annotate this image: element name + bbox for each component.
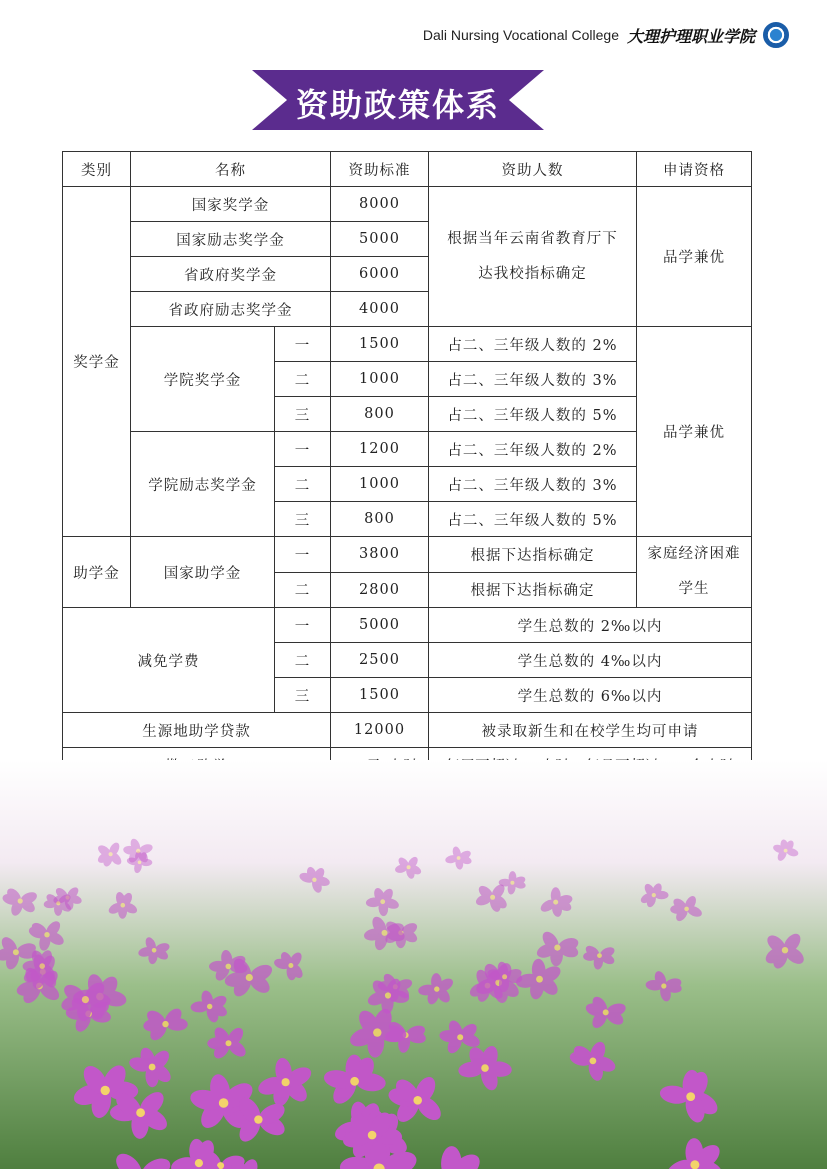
level-cell: 二 xyxy=(275,467,331,502)
name-cell: 国家励志奖学金 xyxy=(131,222,331,257)
table-row xyxy=(63,537,752,573)
level-cell: 二 xyxy=(275,643,331,678)
quota-cell: 占二、三年级人数的 3% xyxy=(429,467,637,502)
college-name-english: Dali Nursing Vocational College xyxy=(422,27,619,43)
eligibility-cell: 家庭经济困难学生 xyxy=(637,537,752,608)
table-header-row xyxy=(63,152,752,187)
level-cell: 一 xyxy=(275,432,331,467)
table-row xyxy=(63,187,752,222)
level-cell: 三 xyxy=(275,502,331,537)
amount-cell: 4000 xyxy=(331,292,429,327)
quota-cell: 占二、三年级人数的 2% xyxy=(429,327,637,362)
level-cell: 三 xyxy=(275,397,331,432)
name-cell: 学院奖学金 xyxy=(131,327,275,432)
quota-cell: 根据下达指标确定 xyxy=(429,572,637,608)
name-cell: 省政府奖学金 xyxy=(131,257,331,292)
flower-field-background xyxy=(0,760,827,1169)
level-cell: 一 xyxy=(275,608,331,643)
quota-cell: 根据下达指标确定 xyxy=(429,537,637,573)
amount-cell: 800 xyxy=(331,502,429,537)
quota-cell: 被录取新生和在校学生均可申请 xyxy=(429,713,752,748)
quota-cell: 学生总数的 4‰以内 xyxy=(429,643,752,678)
header-category: 类别 xyxy=(63,152,131,187)
college-logo-icon xyxy=(763,22,789,48)
quota-cell: 学生总数的 2‰以内 xyxy=(429,608,752,643)
level-cell: 一 xyxy=(275,327,331,362)
amount-cell: 1500 xyxy=(331,678,429,713)
level-cell: 一 xyxy=(275,537,331,573)
quota-cell: 根据当年云南省教育厅下达我校指标确定 xyxy=(429,187,637,327)
quota-cell: 占二、三年级人数的 5% xyxy=(429,502,637,537)
level-cell: 二 xyxy=(275,572,331,608)
quota-cell: 学生总数的 6‰以内 xyxy=(429,678,752,713)
header xyxy=(423,22,789,48)
eligibility-cell: 品学兼优 xyxy=(637,327,752,537)
header-quota: 资助人数 xyxy=(429,152,637,187)
amount-cell: 1200 xyxy=(331,432,429,467)
category-scholarship: 奖学金 xyxy=(63,187,131,537)
table-row xyxy=(63,608,752,643)
category-grant: 助学金 xyxy=(63,537,131,608)
name-cell: 生源地助学贷款 xyxy=(63,713,331,748)
amount-cell: 6000 xyxy=(331,257,429,292)
table-row xyxy=(63,713,752,748)
amount-cell: 1500 xyxy=(331,327,429,362)
quota-cell: 占二、三年级人数的 2% xyxy=(429,432,637,467)
amount-cell: 12000 xyxy=(331,713,429,748)
amount-cell: 1000 xyxy=(331,467,429,502)
amount-cell: 800 xyxy=(331,397,429,432)
policy-table xyxy=(62,151,752,783)
header-eligibility: 申请资格 xyxy=(637,152,752,187)
name-cell: 减免学费 xyxy=(63,608,275,713)
quota-cell: 占二、三年级人数的 5% xyxy=(429,397,637,432)
amount-cell: 5000 xyxy=(331,222,429,257)
amount-cell: 1000 xyxy=(331,362,429,397)
level-cell: 三 xyxy=(275,678,331,713)
amount-cell: 8000 xyxy=(331,187,429,222)
name-cell: 省政府励志奖学金 xyxy=(131,292,331,327)
college-name-chinese: 大理护理职业学院 xyxy=(626,26,755,46)
title-banner xyxy=(252,70,544,130)
quota-cell: 占二、三年级人数的 3% xyxy=(429,362,637,397)
amount-cell: 3800 xyxy=(331,537,429,573)
header-name: 名称 xyxy=(131,152,331,187)
name-cell: 国家奖学金 xyxy=(131,187,331,222)
level-cell: 二 xyxy=(275,362,331,397)
header-amount: 资助标准 xyxy=(331,152,429,187)
name-cell: 国家助学金 xyxy=(131,537,275,608)
amount-cell: 2800 xyxy=(331,572,429,608)
amount-cell: 5000 xyxy=(331,608,429,643)
eligibility-cell: 品学兼优 xyxy=(637,187,752,327)
name-cell: 学院励志奖学金 xyxy=(131,432,275,537)
page-title: 资助政策体系 xyxy=(295,86,500,124)
table-row xyxy=(63,327,752,362)
amount-cell: 2500 xyxy=(331,643,429,678)
